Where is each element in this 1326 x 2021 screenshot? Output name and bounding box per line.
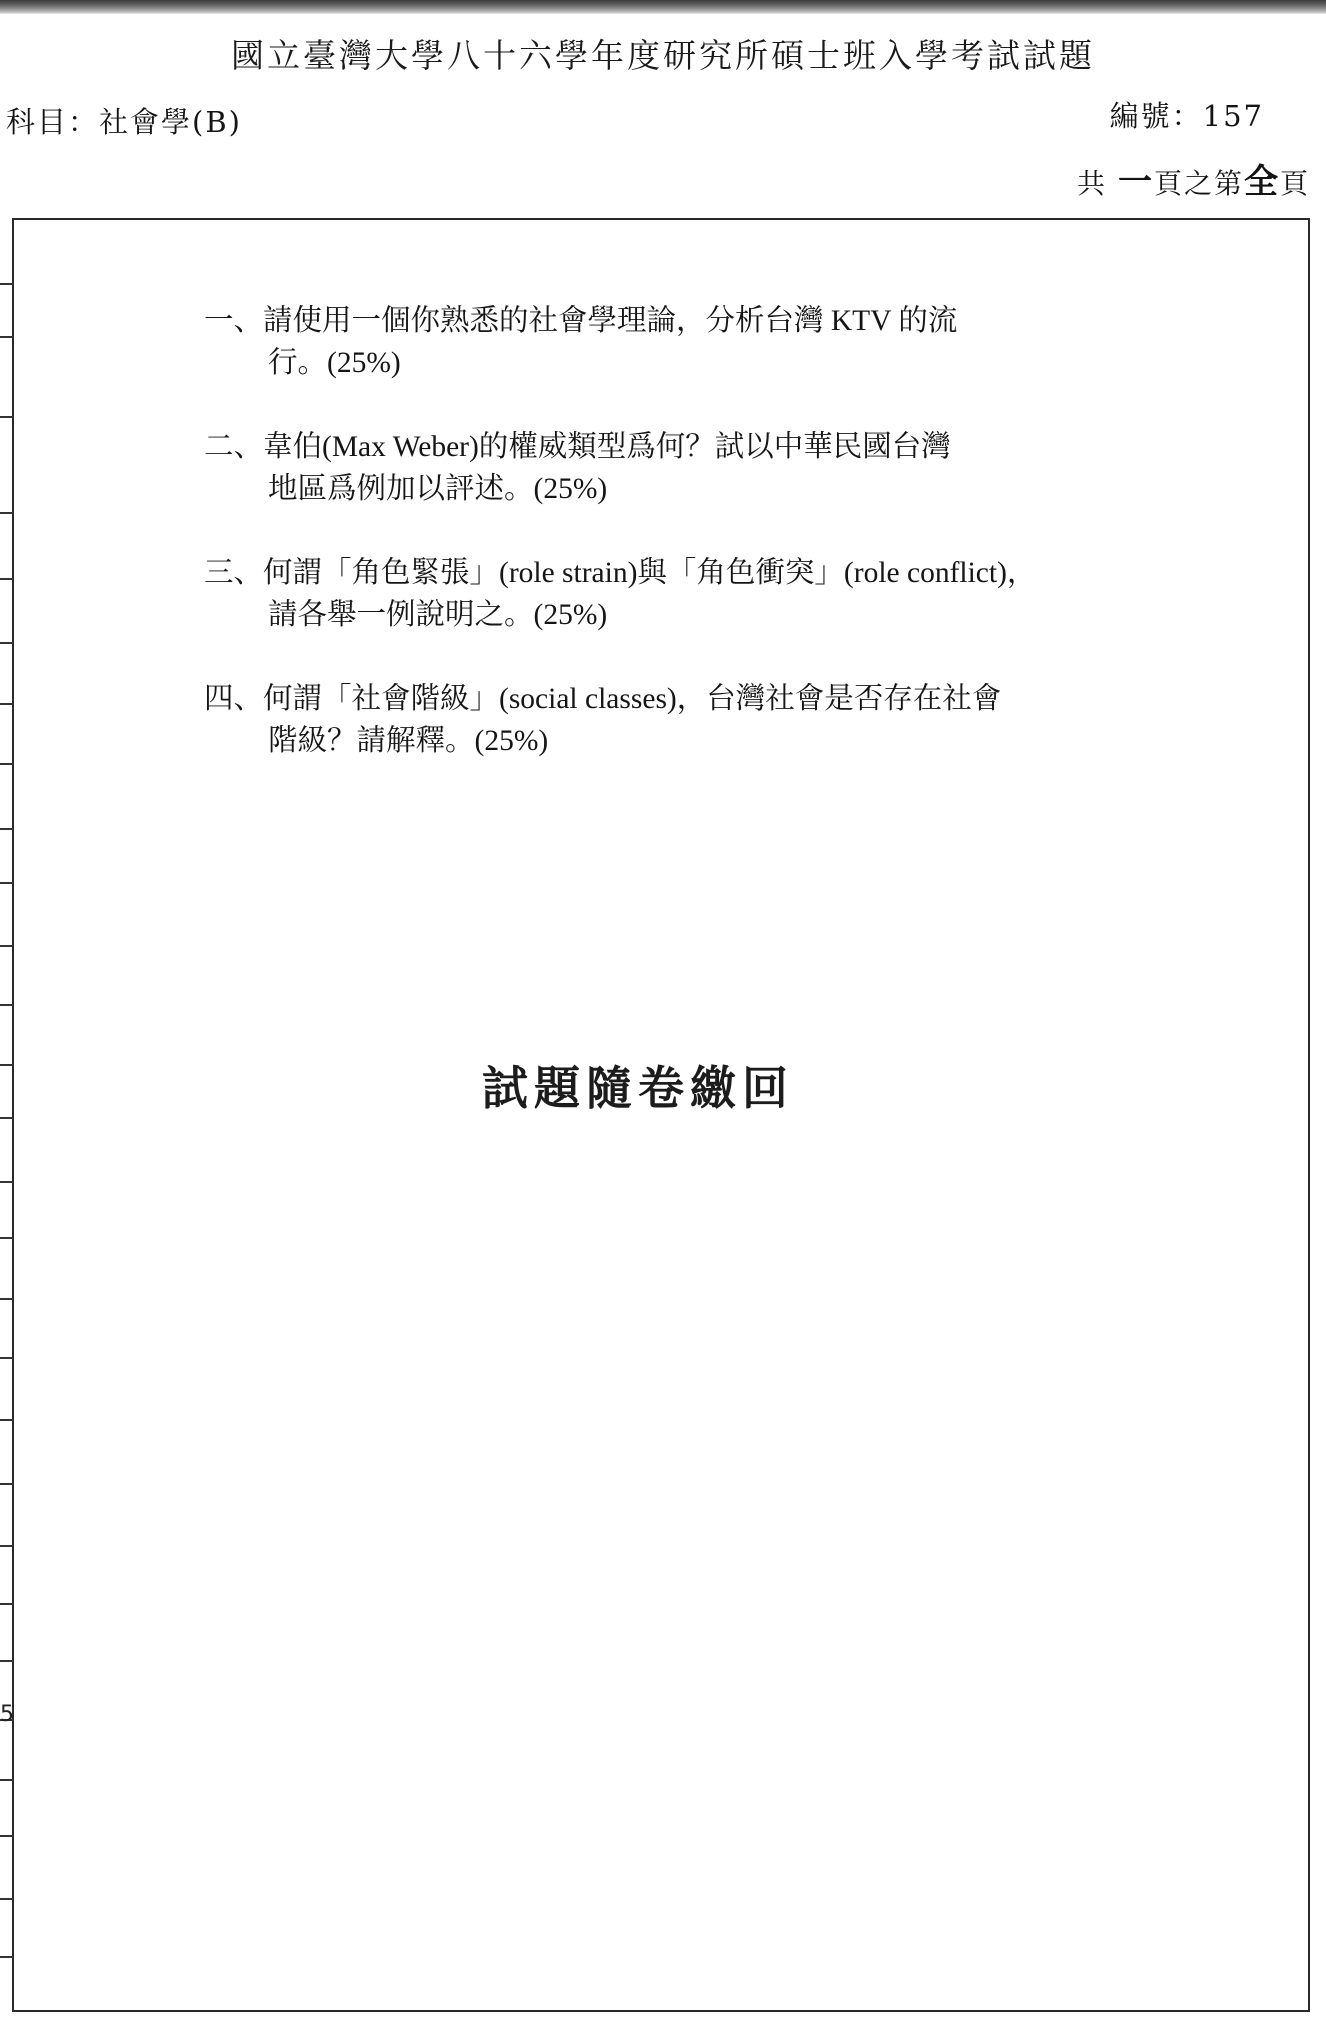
ruler-tick [0, 703, 14, 705]
ruler-tick [0, 828, 14, 830]
question-2-line-2: 地區爲例加以評述。(25%) [268, 473, 608, 505]
ruler-tick [0, 1357, 14, 1359]
exam-code: 編號：157 [1109, 99, 1264, 133]
exam-title: 國立臺灣大學八十六學年度研究所碩士班入學考試試題 [231, 36, 1095, 75]
ruler-tick [0, 512, 14, 514]
ruler-tick [0, 1660, 14, 1662]
return-exam-stamp: 試題隨卷繳回 [482, 1061, 794, 1115]
ruler-tick [0, 1835, 14, 1837]
ruler-tick [0, 1898, 14, 1900]
ruler-tick [0, 1603, 14, 1605]
margin-page-mark: 5 [0, 1702, 14, 1727]
ruler-tick [0, 283, 14, 285]
question-list [200, 300, 1100, 804]
page-current-handwritten: 全 [1243, 162, 1280, 202]
ruler-tick [0, 882, 14, 884]
ruler-tick [0, 1237, 14, 1239]
page-count-middle: 頁之第 [1153, 167, 1244, 200]
question-4-line-1: 四、何謂「社會階級」(social classes)，台灣社會是否存在社會 [204, 683, 1002, 715]
question-4 [200, 678, 1100, 762]
ruler-tick [0, 1004, 14, 1006]
question-2-line-1: 二、韋伯(Max Weber)的權威類型爲何？試以中華民國台灣 [204, 431, 951, 463]
ruler-tick [0, 1956, 14, 1958]
page-count [1077, 154, 1310, 203]
question-1-line-1: 一、請使用一個你熟悉的社會學理論，分析台灣 KTV 的流 [204, 305, 958, 337]
page-total-handwritten: 一 [1117, 162, 1154, 202]
ruler-tick [0, 1545, 14, 1547]
ruler-tick [0, 1181, 14, 1183]
question-1-line-2: 行。(25%) [268, 347, 401, 379]
question-4-line-2: 階級？請解釋。(25%) [268, 725, 549, 757]
ruler-tick [0, 1298, 14, 1300]
page-count-prefix: 共 [1077, 167, 1108, 200]
question-3-line-2: 請各舉一例說明之。(25%) [268, 599, 608, 631]
question-1 [200, 300, 1100, 384]
question-3 [200, 552, 1100, 636]
ruler-tick [0, 1419, 14, 1421]
scan-edge-shadow [0, 0, 1326, 14]
question-2 [200, 426, 1100, 510]
question-3-line-1: 三、何謂「角色緊張」(role strain)與「角色衝突」(role conflict)， [204, 557, 1037, 589]
ruler-tick [0, 945, 14, 947]
ruler-tick [0, 1779, 14, 1781]
ruler-tick [0, 1483, 14, 1485]
ruler-tick [0, 336, 14, 338]
ruler-tick [0, 642, 14, 644]
ruler-tick [0, 578, 14, 580]
ruler-tick [0, 416, 14, 418]
ruler-tick [0, 763, 14, 765]
page-count-suffix: 頁 [1279, 167, 1310, 200]
subject-label: 科目：社會學(B) [6, 105, 242, 139]
